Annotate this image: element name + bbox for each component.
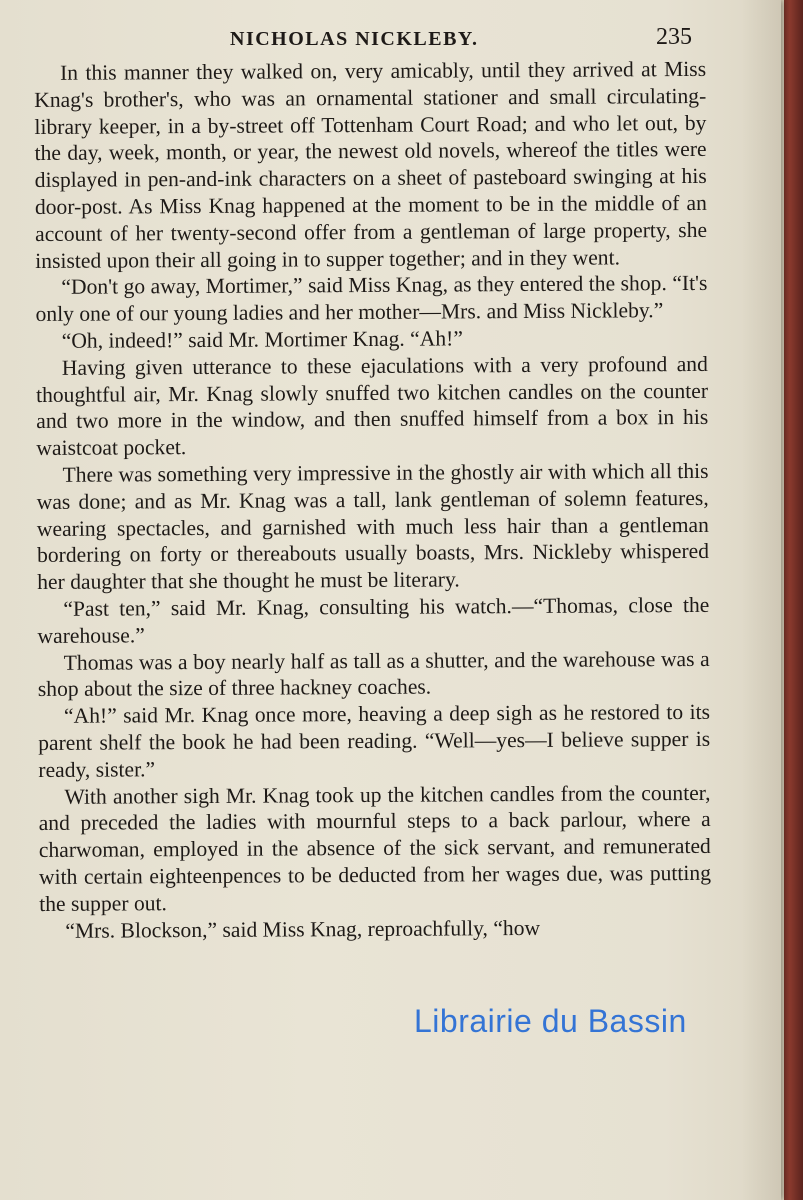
paragraph: “Mrs. Blockson,” said Miss Knag, reproachfully, “how <box>65 915 541 943</box>
paragraph: In this manner they walked on, very amicably, until they arrived at Miss Knag's brother's, who was an ornamental stationer and small circulating-library keeper, in a by-street off Tottenham Court Road; and who let out, by the day, week, month, or year, the newest old novels, whereof the titles were displayed in pen-and-ink characters on a sheet of pasteboard swinging at his door-post. As Miss Knag happened at the moment to be in the middle of an account of her twenty-second offer from a gentleman of large property, she insisted upon their all going in to supper together; and in they went. <box>34 56 708 273</box>
paragraph: There was something very impressive in the ghostly air with which all this was done; and as Mr. Knag was a tall, lank gentleman of solemn features, wearing spectacles, and garnished with much less hair than a gentleman bordering on forty or thereabouts usually boasts, Mrs. Nickleby whispered her daughter that she thought he must be literary. <box>36 458 710 595</box>
seller-watermark: Librairie du Bassin <box>414 1003 687 1039</box>
paragraph: “Ah!” said Mr. Knag once more, heaving a deep sigh as he restored to its parent shelf the book he had been reading. “Well—yes—I believe supper is ready, sister.” <box>38 700 711 782</box>
paragraph: “Oh, indeed!” said Mr. Mortimer Knag. “Ah!” <box>61 326 463 353</box>
paragraph: With another sigh Mr. Knag took up the kitchen candles from the counter, and preceded the ladies with mournful steps to a back parlour, where a charwoman, employed in the absence of the sick servant, and remunerated with certain eighteenpences to be deducted from her wages due, was putting the supper out. <box>38 780 712 916</box>
paragraph: Thomas was a boy nearly half as tall as a shutter, and the warehouse was a shop about the size of three hackney coaches. <box>37 646 710 702</box>
running-head: NICHOLAS NICKLEBY. <box>230 28 479 50</box>
paragraph: “Don't go away, Mortimer,” said Miss Knag, as they entered the shop. “It's only one of our young ladies and her mother—Mrs. and Miss Nickleby.” <box>35 271 708 327</box>
paragraph: “Past ten,” said Mr. Knag, consulting his watch.—“Thomas, close the warehouse.” <box>37 592 710 648</box>
body-text <box>34 56 711 944</box>
book-cover-edge <box>781 0 803 1200</box>
paragraph: Having given utterance to these ejaculations with a very profound and thoughtful air, Mr. Knag slowly snuffed two kitchen candles on the counter and two more in the window, and then snuffed himself from a box in his waistcoat pocket. <box>35 351 709 461</box>
page-number: 235 <box>656 24 692 50</box>
